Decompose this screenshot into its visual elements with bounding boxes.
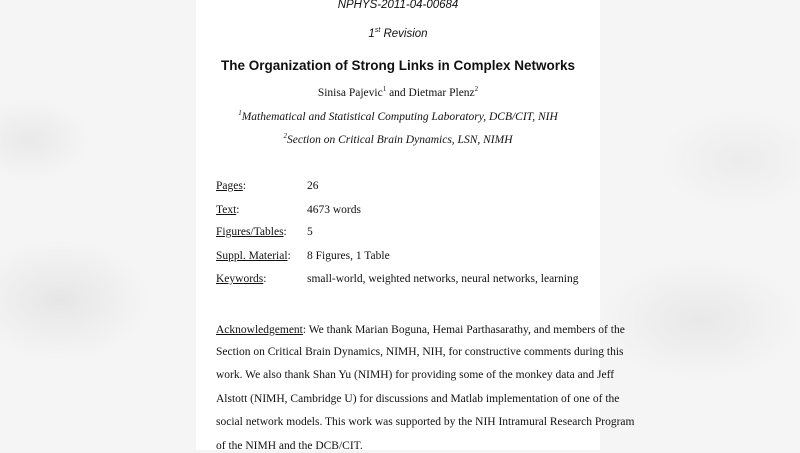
- info-label-pages: Pages:: [216, 180, 247, 192]
- info-value-suppl: 8 Figures, 1 Table: [307, 250, 390, 262]
- acknowledgement-line: Section on Critical Brain Dynamics, NIMH, NIH, for constructive comments during this: [216, 346, 624, 358]
- acknowledgement-line: work. We also thank Shan Yu (NIMH) for providing some of the monkey data and Jeff: [216, 369, 615, 381]
- authors: Sinisa Pajevic$^1$ and Dietmar Plenz$^2$: [317, 85, 479, 99]
- acknowledgement-line: Acknowledgement: We thank Marian Boguna, Hemai Parthasarathy, and members of the: [216, 324, 625, 336]
- manuscript-id: NPHYS-2011-04-00684: [337, 0, 459, 11]
- info-label-keywords: Keywords:: [216, 273, 267, 285]
- document-page: [196, 0, 635, 452]
- acknowledgement-line: of the NIMH and the DCB/CIT.: [216, 440, 363, 452]
- paper-title: The Organization of Strong Links in Complex Networks: [220, 58, 576, 73]
- acknowledgement-line: Alstott (NIMH, Cambridge U) for discussions and Matlab implementation of one of the: [216, 393, 620, 405]
- info-value-text: 4673 words: [307, 204, 361, 216]
- info-value-figures: 5: [307, 226, 313, 238]
- affiliation-1: $^1$Mathematical and Statistical Computing Laboratory, DCB/CIT, NIH: [238, 109, 558, 123]
- info-label-text: Text:: [216, 204, 240, 216]
- info-value-pages: 26: [307, 180, 319, 192]
- acknowledgement-line: social network models. This work was supported by the NIH Intramural Research Program: [216, 416, 635, 428]
- info-value-keywords: small-world, weighted networks, neural networks, learning: [307, 273, 579, 285]
- info-label-suppl: Suppl. Material:: [216, 250, 291, 262]
- affiliation-2: $^2$Section on Critical Brain Dynamics, LSN, NIMH: [283, 132, 513, 146]
- info-label-figures: Figures/Tables:: [216, 226, 287, 238]
- revision: 1st Revision: [368, 27, 428, 40]
